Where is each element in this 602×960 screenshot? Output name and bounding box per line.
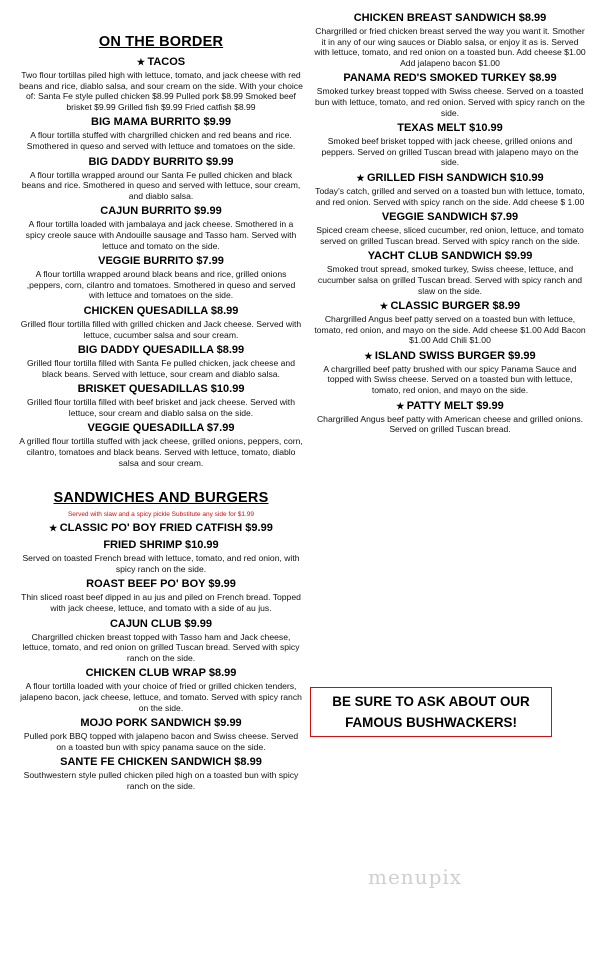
menu-item xyxy=(18,305,304,340)
menu-item-title: TACOS xyxy=(147,56,186,68)
menu-item-name xyxy=(18,255,304,268)
menu-item-name xyxy=(18,717,304,730)
sandwiches-list xyxy=(18,522,304,791)
watermark-logo: menupix xyxy=(368,865,463,889)
menu-item-title: VEGGIE QUESADILLA $7.99 xyxy=(87,422,235,435)
menu-item-description: A flour tortilla stuffed with chargrilled chicken and red beans and rice. Smothered in queso and served with lettuce and tomatoes on the side. xyxy=(26,130,296,151)
menu-item-description: Southwestern style pulled chicken piled high on a toasted bun with spicy ranch on the side. xyxy=(23,770,299,791)
menu-item-title: CAJUN CLUB $9.99 xyxy=(109,617,213,630)
menu-item-title: TEXAS MELT $10.99 xyxy=(397,122,503,135)
menu-item-title: CHICKEN CLUB WRAP $8.99 xyxy=(85,667,237,680)
menu-item-title: CLASSIC BURGER $8.99 xyxy=(390,300,521,313)
menu-item-title: ROAST BEEF PO' BOY $9.99 xyxy=(86,578,236,591)
menu-item-description: Chargrilled Angus beef patty served on a toasted bun with lettuce, tomato, red onion, and mayo on the side. Add cheese $1.00 Add Bacon $1.00 Add Chili $1.00 xyxy=(314,314,586,346)
menu-item xyxy=(18,522,304,535)
menu-item-name xyxy=(18,522,304,535)
menu-item xyxy=(18,383,304,418)
menu-item xyxy=(314,211,586,246)
menu-item-name xyxy=(314,12,586,25)
menu-item-title: FRIED SHRIMP $10.99 xyxy=(103,539,219,552)
menu-item-description: A flour tortilla wrapped around black beans and rice, grilled onions ,peppers, corn, cilantro and tomatoes. Smothered in queso and served with lettuce and tomatoes on the side. xyxy=(26,269,296,301)
menu-item-name xyxy=(18,116,304,129)
menu-item-description: Thin sliced roast beef dipped in au jus and piled on French bread. Topped with jack cheese, lettuce, and tomato with a side of au jus. xyxy=(21,592,301,614)
menu-item-name xyxy=(314,122,586,135)
menu-item xyxy=(18,756,304,791)
menu-item-name xyxy=(18,344,304,357)
menu-item xyxy=(18,667,304,713)
menu-item-description: Grilled flour tortilla filled with grilled chicken and Jack cheese. Served with lettuce, cucumber salsa and sour cream. xyxy=(20,318,302,340)
menu-item xyxy=(314,300,586,346)
menu-item-name xyxy=(18,618,304,631)
menu-item-description: Smoked trout spread, smoked turkey, Swiss cheese, lettuce, and cucumber salsa on grilled Tuscan bread. Served with spicy ranch and slaw on the side. xyxy=(317,264,583,296)
menu-item xyxy=(314,172,586,207)
menu-item-description: Two flour tortillas piled high with lettuce, tomato, and jack cheese with red beans and rice, diablo salsa, and sour cream on the side. With your choice of: Santa Fe style pulled chicken $8.99 Pulled pork $8.99 Smoked beef brisket $9.99 Grilled fish $9.99 Fried catfish $8.99 xyxy=(19,70,303,112)
star-icon: ★ xyxy=(396,400,407,411)
menu-item xyxy=(314,12,586,68)
menu-item-description: Served on toasted French bread with lettuce, tomato, and red onion, with spicy ranch on the side. xyxy=(22,553,300,574)
menu-item xyxy=(18,56,304,112)
menu-item xyxy=(18,539,304,574)
sandwiches-note: Served with slaw and a spicy pickle Substitute any side for $1.99 xyxy=(67,511,255,519)
menu-item-name xyxy=(18,422,304,435)
menu-item-description: Chargrilled or fried chicken breast served the way you want it. Smother it in any of our wing sauces or Diablo salsa, or enjoy it as is. Served with lettuce, tomato, and red onion on a toasted bun. Add cheese $1.00 Add jalapeno bacon $1.00 xyxy=(314,26,586,68)
menu-item-title: PATTY MELT $9.99 xyxy=(406,399,504,412)
menu-item-description: Smoked turkey breast topped with Swiss cheese. Served on a toasted bun with lettuce, tomato, and red onion. Served with spicy ranch on the side. xyxy=(315,86,585,118)
star-icon: ★ xyxy=(364,350,375,361)
menu-item xyxy=(18,422,304,468)
star-icon: ★ xyxy=(49,523,60,534)
menu-item-title: SANTE FE CHICKEN SANDWICH $8.99 xyxy=(60,756,262,769)
star-icon: ★ xyxy=(356,172,367,183)
menu-item-description: Grilled flour tortilla filled with beef brisket and jack cheese. Served with lettuce, sour cream and diablo salsa on the side. xyxy=(27,397,295,418)
menu-item xyxy=(18,156,304,202)
menu-item-description: Smoked beef brisket topped with jack cheese, grilled onions and peppers. Served on grilled Tuscan bread with jalapeno mayo on the side. xyxy=(321,136,579,168)
menu-item-name xyxy=(314,350,586,363)
menu-item-title: VEGGIE SANDWICH $7.99 xyxy=(381,211,519,224)
menu-item-title: MOJO PORK SANDWICH $9.99 xyxy=(80,717,242,730)
menu-item-name xyxy=(314,211,586,224)
menu-item xyxy=(18,344,304,379)
menu-item xyxy=(18,618,304,664)
menu-item-description: Chargrilled chicken breast topped with Tasso ham and Jack cheese, lettuce, tomato, and red onion on grilled Tuscan bread. Served with spicy ranch on the side. xyxy=(22,631,300,663)
menu-item xyxy=(314,250,586,296)
menu-item-name xyxy=(314,300,586,313)
menu-item-name xyxy=(18,756,304,769)
menu-item-description: A flour tortilla loaded with jambalaya and jack cheese. Smothered in a spicy creole sauce with Andouille sausage and Tasso ham. Served with lettuce and tomato on the side. xyxy=(25,219,297,251)
menu-item-title: BIG DADDY QUESADILLA $8.99 xyxy=(77,344,245,357)
menu-item xyxy=(18,205,304,251)
menu-item xyxy=(314,400,586,435)
menu-item-description: Today's catch, grilled and served on a toasted bun with lettuce, tomato, and red onion. Served with spicy ranch on the side. Add cheese $ 1.00 xyxy=(315,185,585,207)
menu-item-title: GRILLED FISH SANDWICH $10.99 xyxy=(366,171,544,184)
menu-item-description: Pulled pork BBQ topped with jalapeno bacon and Swiss cheese. Served on a toasted bun with spicy panama sauce on the side. xyxy=(23,731,299,752)
menu-item-name xyxy=(18,205,304,218)
menu-item xyxy=(18,116,304,151)
menu-item-name xyxy=(18,578,304,591)
menu-item-name xyxy=(18,156,304,169)
left-column xyxy=(18,0,304,792)
menu-item-title: BIG DADDY BURRITO $9.99 xyxy=(88,155,234,168)
right-column xyxy=(314,0,586,435)
menu-item-name xyxy=(314,250,586,263)
menu-item-title: BIG MAMA BURRITO $9.99 xyxy=(91,116,231,129)
menu-item-title: CAJUN BURRITO $9.99 xyxy=(100,205,222,218)
menu-item-title: PANAMA RED'S SMOKED TURKEY $8.99 xyxy=(343,72,557,85)
menu-item-description: Spiced cream cheese, sliced cucumber, red onion, lettuce, and tomato served on grilled Tuscan bread. Served with spicy ranch on the side. xyxy=(316,225,584,246)
menu-item-description: A flour tortilla loaded with your choice of fried or grilled chicken tenders, jalapeno bacon, jack cheese, lettuce, and tomato. Served with spicy ranch on the side. xyxy=(20,681,302,713)
menu-item-title: CHICKEN QUESADILLA $8.99 xyxy=(83,304,239,317)
menu-item-name xyxy=(314,72,586,85)
right-items-list xyxy=(314,12,586,435)
menu-item-title: BRISKET QUESADILLAS $10.99 xyxy=(77,383,245,396)
menu-item xyxy=(314,350,586,396)
menu-item-title: ISLAND SWISS BURGER $9.99 xyxy=(374,349,536,362)
menu-item-title: VEGGIE BURRITO $7.99 xyxy=(98,255,224,268)
menu-item-description: A chargrilled beef patty brushed with our spicy Panama Sauce and topped with Swiss cheese. Served on a toasted bun with lettuce, tomato, red onion, and mayo on the side. xyxy=(323,363,577,396)
menu-item-title: CLASSIC PO' BOY FRIED CATFISH $9.99 xyxy=(59,522,273,535)
menu-item-name xyxy=(18,56,304,69)
menu-item-name xyxy=(18,383,304,396)
menu-item-description: A flour tortilla wrapped around our Santa Fe pulled chicken and black beans and rice. Smothered in queso and served with lettuce, sour cream, and diablo salsa. xyxy=(21,169,301,201)
star-icon: ★ xyxy=(136,57,148,67)
menu-item-title: YACHT CLUB SANDWICH $9.99 xyxy=(367,250,533,263)
menu-item-title: CHICKEN BREAST SANDWICH $8.99 xyxy=(353,12,547,24)
menu-item xyxy=(314,72,586,118)
menu-item-name xyxy=(18,305,304,318)
star-icon: ★ xyxy=(379,301,391,312)
menu-item xyxy=(18,578,304,613)
menu-item-description: Chargrilled Angus beef patty with American cheese and grilled onions. Served on grilled Tuscan bread. xyxy=(316,413,584,435)
on-the-border-list xyxy=(18,56,304,468)
menu-item-description: Grilled flour tortilla filled with Santa Fe pulled chicken, jack cheese and black beans. Served with lettuce, sour cream and diablo salsa. xyxy=(27,358,295,379)
section-title-sandwiches: SANDWICHES AND BURGERS xyxy=(53,490,269,507)
menu-item-description: A grilled flour tortilla stuffed with jack cheese, grilled onions, peppers, corn, cilantro, tomatoes and black beans. Served with lettuce, tomato, diablo salsa and sour cream. xyxy=(19,436,303,468)
bushwackers-callout: BE SURE TO ASK ABOUT OUR FAMOUS BUSHWACKERS! xyxy=(310,687,552,737)
menu-item xyxy=(18,717,304,752)
menu-item-name xyxy=(314,400,586,413)
menu-item xyxy=(314,122,586,168)
menu-item xyxy=(18,255,304,301)
menu-item-name xyxy=(314,172,586,185)
menu-item-name xyxy=(18,539,304,552)
menu-item-name xyxy=(18,667,304,680)
section-title-on-the-border: ON THE BORDER xyxy=(98,34,224,50)
